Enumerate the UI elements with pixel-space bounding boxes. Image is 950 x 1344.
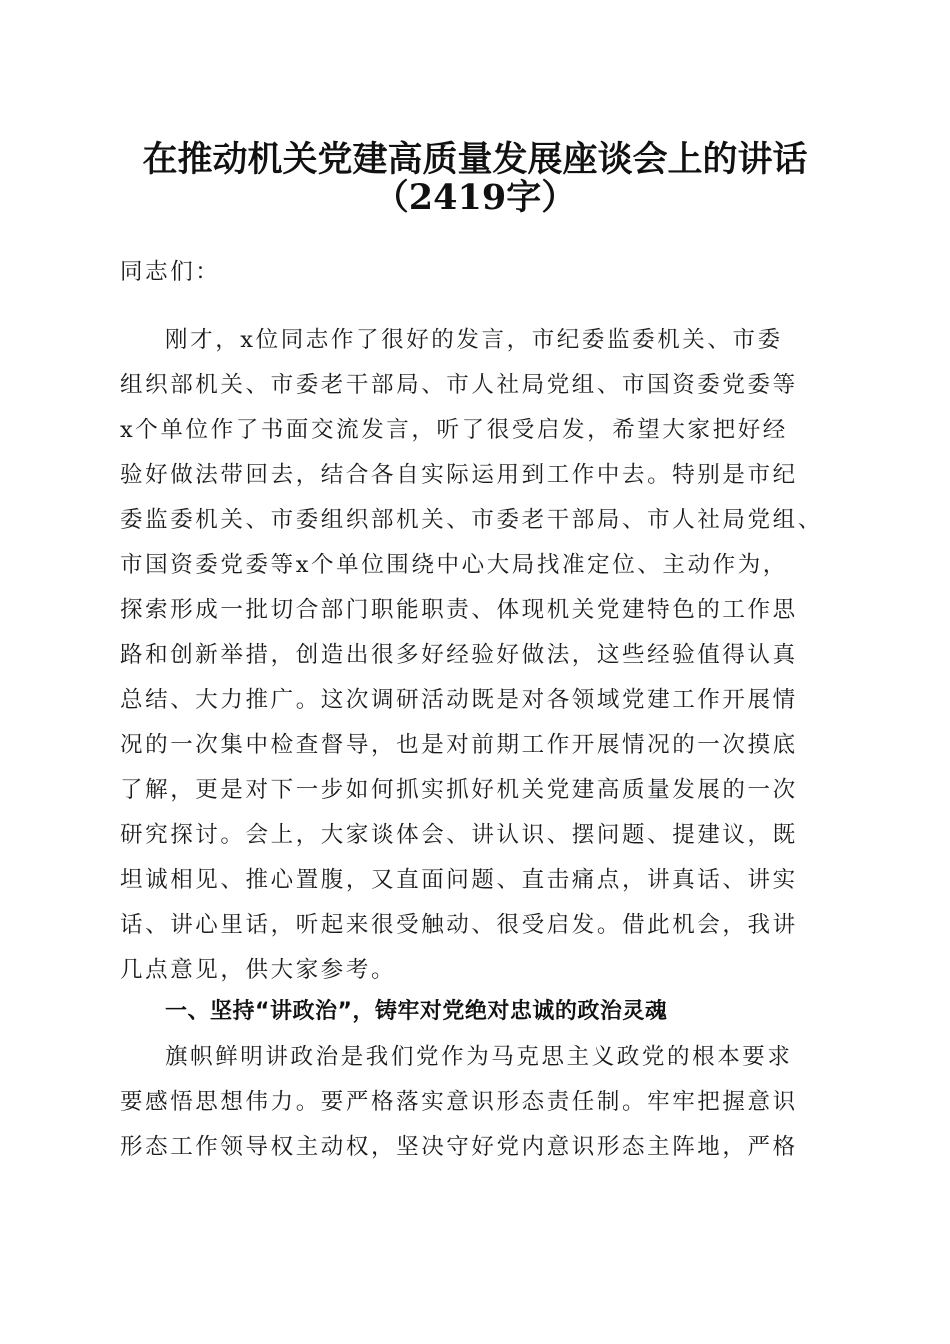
paragraph-line: 探索形成一批切合部门职能职责、体现机关党建特色的工作思 <box>120 597 798 623</box>
salutation: 同志们： <box>120 259 221 285</box>
paragraph-line: 市国资委党委等x个单位围绕中心大局找准定位、主动作为， <box>120 552 788 578</box>
paragraph-line: x个单位作了书面交流发言，听了很受启发，希望大家把好经 <box>120 417 788 443</box>
section-heading: 一、坚持“讲政治”，铸牢对党绝对忠诚的政治灵魂 <box>165 999 668 1024</box>
paragraph-line: 形态工作领导权主动权，坚决守好党内意识形态主阵地，严格 <box>120 1134 798 1160</box>
paragraph-line: 组织部机关、市委老干部局、市人社局党组、市国资委党委等 <box>120 372 798 398</box>
paragraph-line: 况的一次集中检查督导，也是对前期工作开展情况的一次摸底 <box>120 732 798 758</box>
paragraph-line: 话、讲心里话，听起来很受触动、很受启发。借此机会，我讲 <box>120 912 798 938</box>
paragraph-line: 研究探讨。会上，大家谈体会、讲认识、摆问题、提建议，既 <box>120 822 798 848</box>
word-count: （2419字） <box>373 177 577 218</box>
paragraph-line: 验好做法带回去，结合各自实际运用到工作中去。特别是市纪 <box>120 462 798 488</box>
document-title: 在推动机关党建高质量发展座谈会上的讲话 <box>142 139 808 180</box>
paragraph-line: 刚才，x位同志作了很好的发言，市纪委监委机关、市委 <box>165 327 783 353</box>
paragraph-line: 坦诚相见、推心置腹，又直面问题、直击痛点，讲真话、讲实 <box>120 867 798 893</box>
paragraph-line: 旗帜鲜明讲政治是我们党作为马克思主义政党的根本要求 <box>165 1044 793 1070</box>
paragraph-line: 委监委机关、市委组织部机关、市委老干部局、市人社局党组、 <box>120 507 823 533</box>
paragraph-line: 几点意见，供大家参考。 <box>120 957 397 983</box>
paragraph-line: 要感悟思想伟力。要严格落实意识形态责任制。牢牢把握意识 <box>120 1089 798 1115</box>
paragraph-line: 了解，更是对下一步如何抓实抓好机关党建高质量发展的一次 <box>120 777 798 803</box>
paragraph-line: 路和创新举措，创造出很多好经验好做法，这些经验值得认真 <box>120 642 798 668</box>
paragraph-line: 总结、大力推广。这次调研活动既是对各领域党建工作开展情 <box>120 687 798 713</box>
